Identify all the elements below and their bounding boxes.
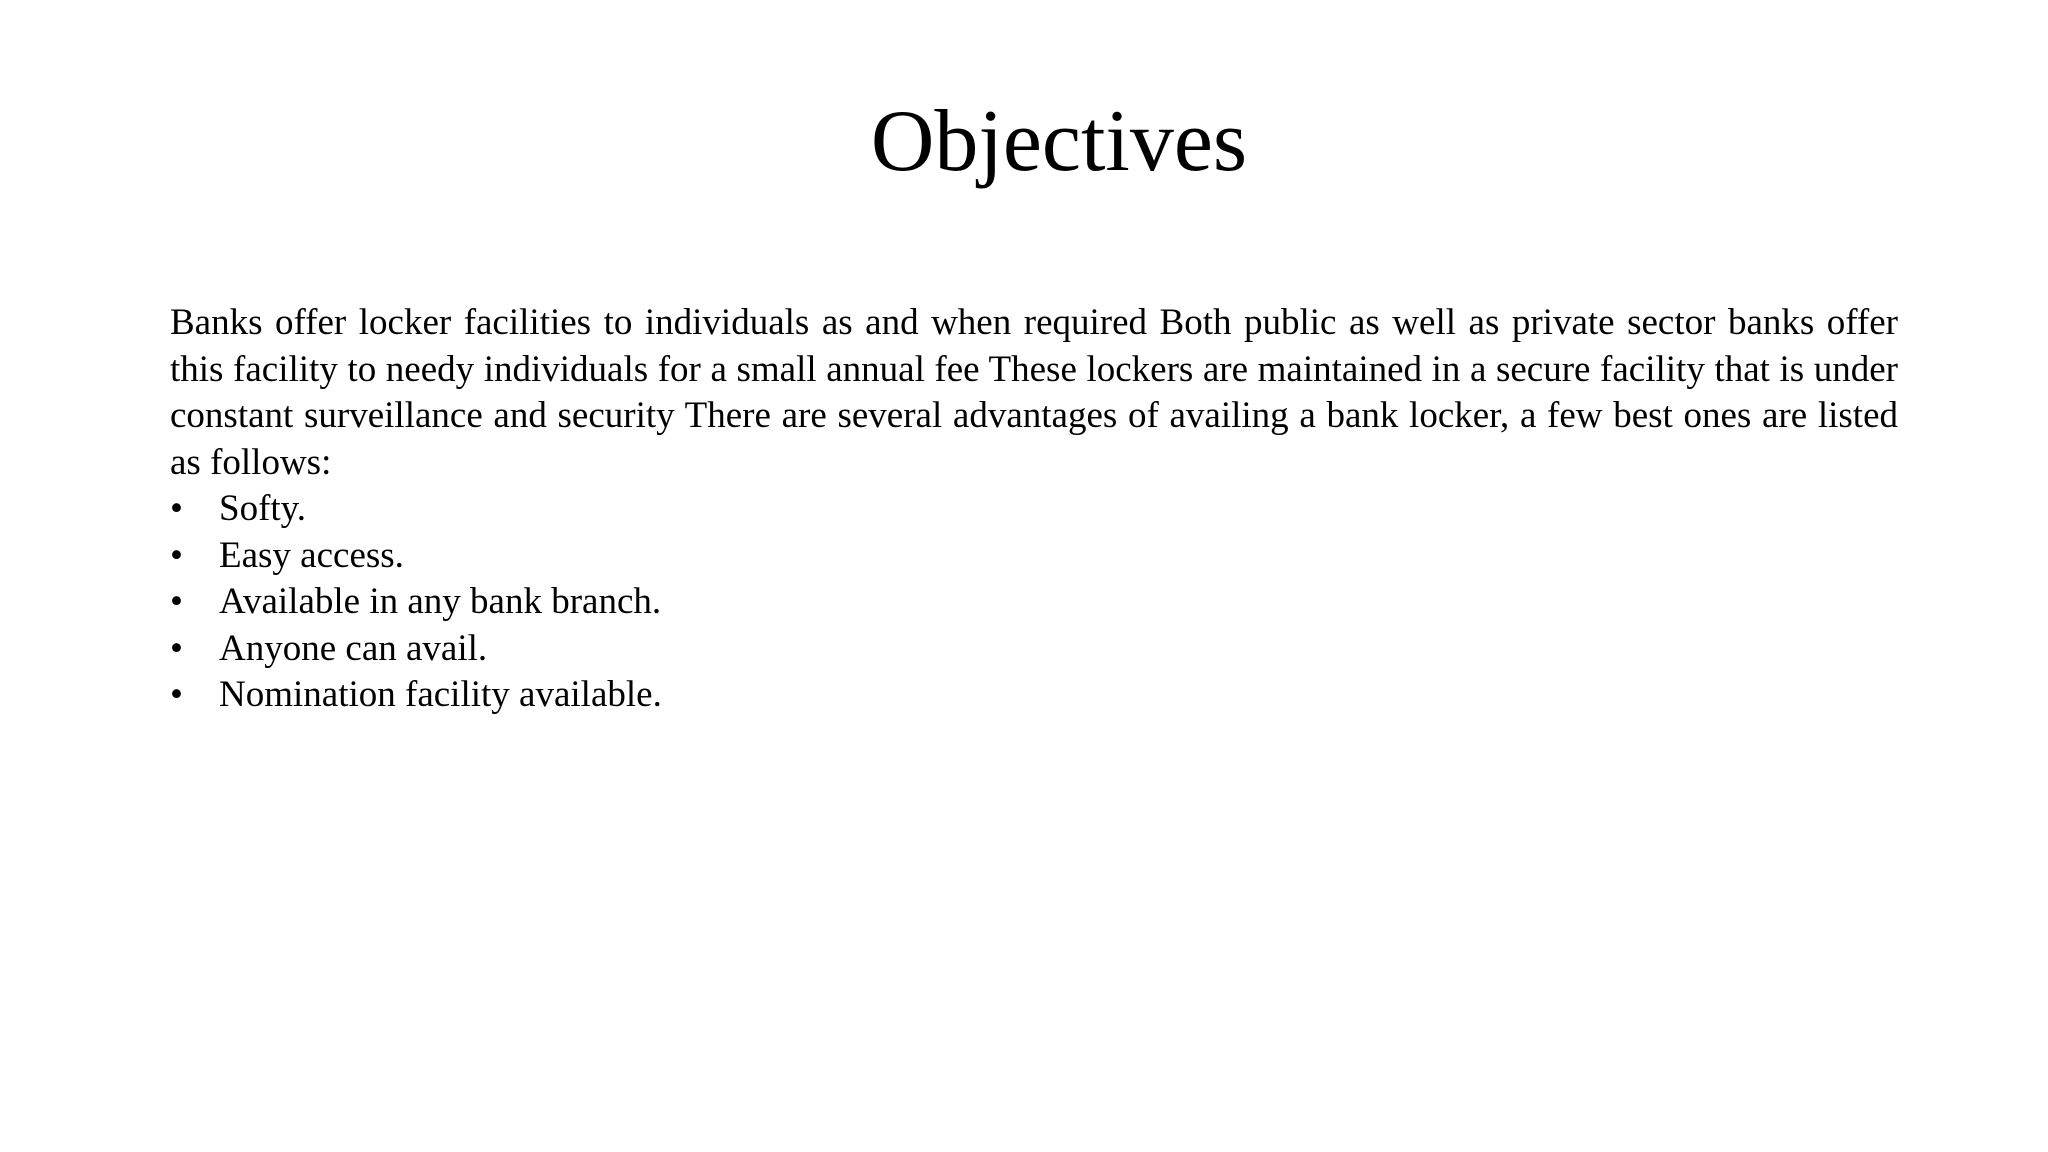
bullet-text: Nomination facility available.	[219, 674, 662, 715]
bullet-text: Anyone can avail.	[219, 627, 488, 669]
bullet-icon: •	[170, 674, 183, 715]
bullet-item	[170, 672, 1898, 719]
bullet-icon: •	[170, 488, 183, 529]
bullet-text: Available in any bank branch.	[219, 581, 662, 622]
bullet-item	[170, 533, 1898, 580]
bullet-list	[170, 486, 1898, 719]
bullet-item	[170, 579, 1898, 626]
bullet-text: Easy access.	[219, 534, 404, 576]
bullet-item	[170, 486, 1898, 533]
bullet-icon: •	[170, 534, 183, 576]
bullet-item	[170, 626, 1898, 673]
bullet-text: Softy.	[219, 488, 307, 529]
bullet-icon: •	[170, 627, 183, 669]
bullet-icon: •	[170, 581, 183, 622]
slide-body	[170, 300, 1898, 719]
slide-title: Objectives	[870, 93, 1248, 190]
body-paragraph: Banks offer locker facilities to individuals as and when required Both public as well as private sector banks offer this facility to needy individuals for a small annual fee These lockers are maintained in a secure facility that is under constant surveillance and security There are several advantages of availing a bank locker, a few best ones are listed as follows:	[170, 302, 1898, 483]
